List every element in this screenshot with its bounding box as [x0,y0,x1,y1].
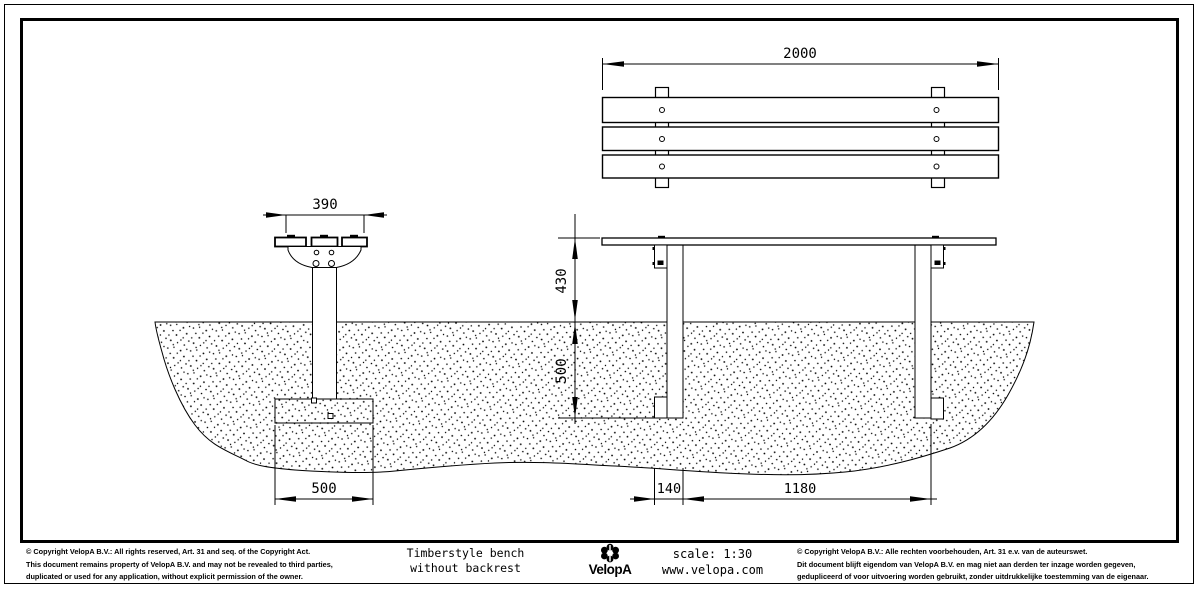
website-url: www.velopa.com [661,563,764,577]
copyright-dutch-line2: Dit document blijft eigendom van VelopA B.V. en mag niet aan derden ter inzage worden gegeven, [797,559,1136,569]
dim-seat-depth-value: 390 [312,197,338,213]
product-title-line1: Timberstyle bench [406,546,525,560]
dim-footing-width-value: 500 [311,481,337,497]
copyright-dutch-line3: gedupliceerd of voor uitvoering worden gebruikt, zonder uitdrukkelijke toestemming van de eigenaar. [797,572,1149,582]
velopa-logo-text: VelopA [588,562,632,577]
dim-leg-width-value: 140 [656,481,682,497]
copyright-dutch [797,546,1149,584]
velopa-logo [578,543,642,576]
copyright-english-line1: © Copyright VelopA B.V.: All rights reserved, Art. 31 and seq. of the Copyright Act. [26,547,311,556]
scale-label: scale: 1:30 [672,547,753,561]
velopa-flower-icon [597,543,623,563]
copyright-english-line3: duplicated or used for any application, without explicit permission of the owner. [26,572,303,582]
copyright-dutch-line1: © Copyright VelopA B.V.: Alle rechten voorbehouden, Art. 31 e.v. van de auteurswet. [797,547,1088,556]
dim-leg-spacing-value: 1180 [783,481,817,497]
top-view [603,88,999,188]
product-title [378,546,553,576]
product-title-line2: without backrest [410,561,521,575]
dim-seat-height-value: 430 [554,268,570,294]
dim-overall-length-value: 2000 [783,46,817,62]
ground-section [155,322,1034,475]
copyright-english [26,546,333,584]
copyright-english-line2: This document remains property of VelopA B.V. and may not be revealed to third parties, [26,559,333,569]
dimension-overall-length [603,46,999,90]
scale-block [645,546,780,578]
dim-foundation-depth-value: 500 [554,358,570,384]
dimension-seat-depth [263,197,387,233]
